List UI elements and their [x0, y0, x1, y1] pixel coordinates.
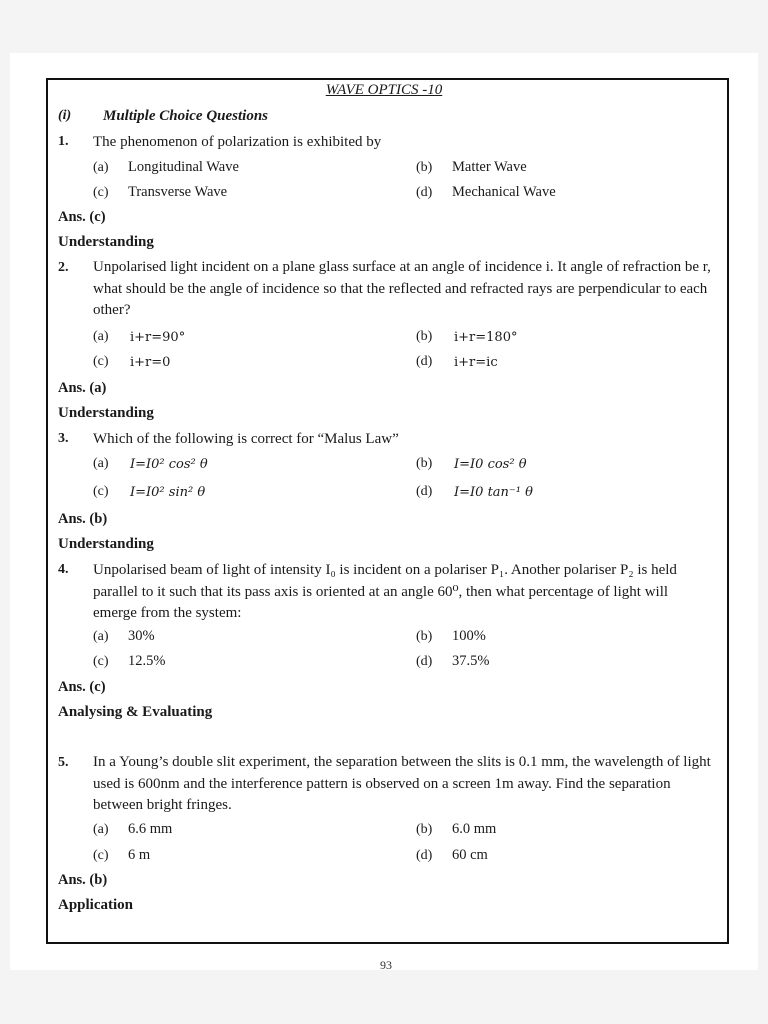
question-number: 4.	[58, 562, 69, 577]
option-text: i+r=ic	[454, 355, 498, 370]
category-label: Application	[58, 897, 134, 913]
option-letter: (c)	[93, 185, 109, 200]
option-letter: (c)	[93, 654, 109, 669]
question-number: 5.	[58, 755, 69, 770]
option-text: 60 cm	[452, 847, 488, 863]
category-label: Analysing & Evaluating	[58, 704, 213, 720]
option-text: Matter Wave	[452, 159, 527, 175]
option-letter: (c)	[93, 484, 109, 499]
answer: Ans. (a)	[58, 380, 107, 396]
option-text: 12.5%	[128, 653, 166, 669]
option-letter: (d)	[416, 484, 433, 499]
option-text: Transverse Wave	[128, 184, 228, 200]
option-letter: (b)	[416, 456, 433, 471]
page-title: WAVE OPTICS -10	[325, 82, 443, 98]
option-text: 100%	[452, 628, 486, 644]
option-letter: (b)	[416, 329, 433, 344]
option-letter: (d)	[416, 848, 433, 863]
option-letter: (b)	[416, 822, 433, 837]
question-number: 1.	[58, 134, 69, 149]
answer: Ans. (b)	[58, 511, 108, 527]
section-label: (i)	[58, 108, 72, 123]
option-letter: (d)	[416, 654, 433, 669]
option-text: 6.6 mm	[128, 821, 173, 837]
option-letter: (a)	[93, 629, 109, 644]
option-letter: (d)	[416, 185, 433, 200]
category-label: Understanding	[58, 234, 154, 250]
option-text: Mechanical Wave	[452, 184, 556, 200]
option-letter: (a)	[93, 822, 109, 837]
question-text: Unpolarised beam of light of intensity I₀ is incident on a polariser P₁. Another polariser P₂ is held parallel to it such that its pass axis is oriented at an angle 60⁰, then what percentage of light will emerge from the system:	[93, 562, 677, 621]
option-text: I=I0² cos² θ	[130, 457, 208, 472]
option-text: 30%	[128, 628, 155, 644]
answer: Ans. (c)	[58, 679, 106, 695]
option-text: i+r=180°	[454, 330, 518, 345]
option-text: i+r=0	[130, 355, 171, 370]
option-text: i+r=90°	[130, 330, 186, 345]
question-text: Unpolarised light incident on a plane glass surface at an angle of incidence i. It angle of refraction be r, what should be the angle of incidence so that the reflected and refracted rays are perpendicular to each other?	[93, 259, 711, 318]
option-letter: (d)	[416, 354, 433, 369]
option-text: 6 m	[128, 847, 151, 863]
option-text: 37.5%	[452, 653, 490, 669]
page-number: 93	[380, 958, 392, 972]
option-letter: (a)	[93, 456, 109, 471]
option-text: 6.0 mm	[452, 821, 497, 837]
category-label: Understanding	[58, 405, 154, 421]
option-text: I=I0² sin² θ	[130, 485, 206, 500]
answer: Ans. (b)	[58, 872, 108, 888]
option-text: I=I0 cos² θ	[454, 457, 527, 472]
question-text: The phenomenon of polarization is exhibited by	[93, 134, 382, 150]
option-letter: (b)	[416, 160, 433, 175]
option-letter: (c)	[93, 848, 109, 863]
question-number: 2.	[58, 260, 69, 275]
option-letter: (a)	[93, 329, 109, 344]
question-text: Which of the following is correct for “Malus Law”	[93, 431, 399, 447]
option-letter: (a)	[93, 160, 109, 175]
question-text: In a Young’s double slit experiment, the separation between the slits is 0.1 mm, the wavelength of light used is 600nm and the interference pattern is observed on a screen 1m away. Find the separation between bright fringes.	[93, 754, 711, 813]
option-letter: (c)	[93, 354, 109, 369]
answer: Ans. (c)	[58, 209, 106, 225]
section-title: Multiple Choice Questions	[103, 108, 269, 124]
question-number: 3.	[58, 431, 69, 446]
option-letter: (b)	[416, 629, 433, 644]
option-text: Longitudinal Wave	[128, 159, 239, 175]
category-label: Understanding	[58, 536, 154, 552]
option-text: I=I0 tan⁻¹ θ	[454, 485, 533, 500]
